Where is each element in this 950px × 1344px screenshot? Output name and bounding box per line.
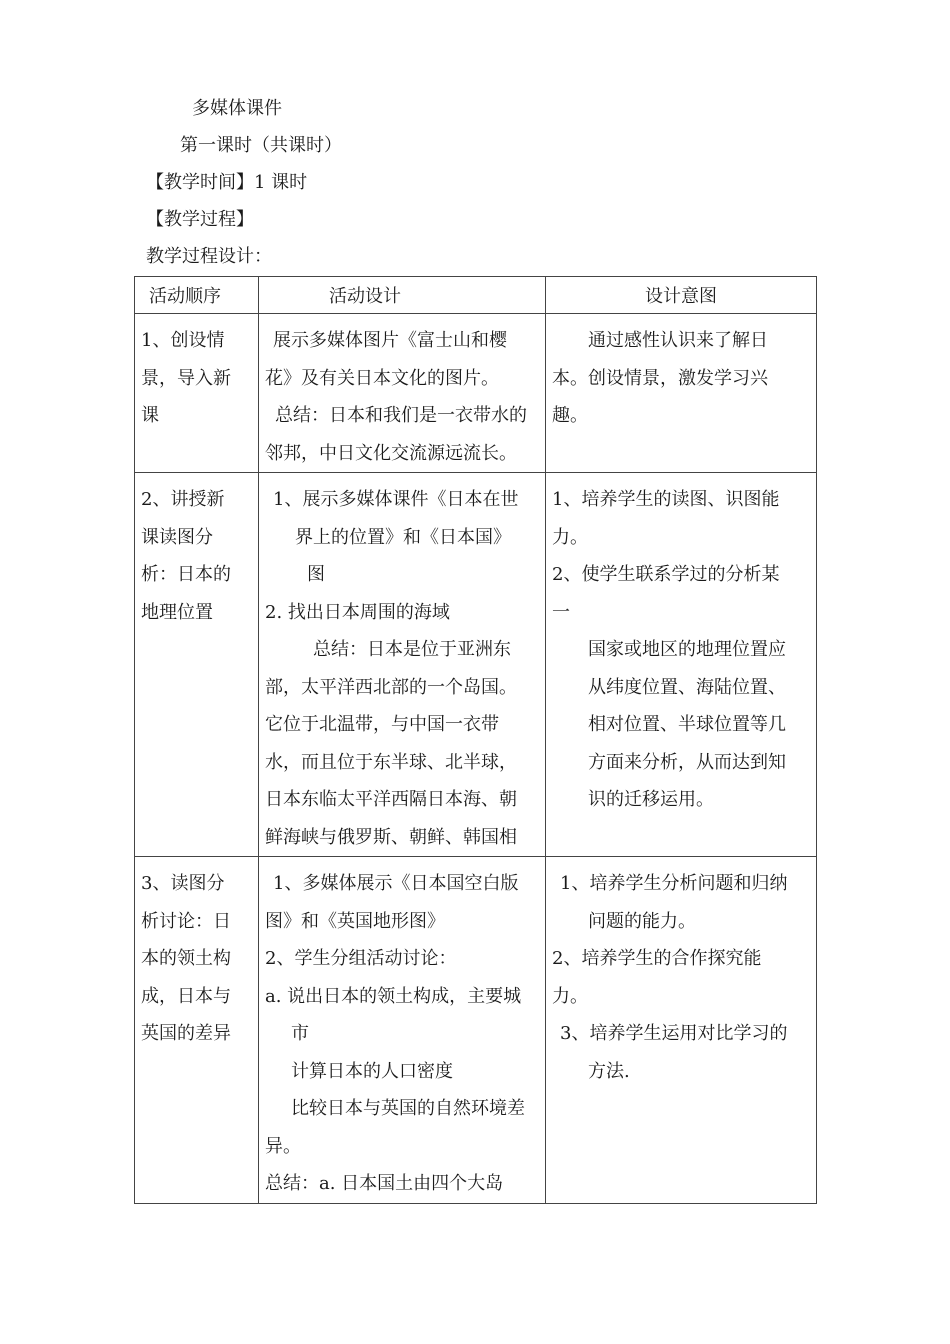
order-line: 地理位置 — [141, 601, 213, 623]
intent-line: 2、使学生联系学过的分析某 — [552, 564, 780, 585]
intent-cell — [546, 473, 817, 857]
design-line: 日本东临太平洋西隔日本海、朝 — [265, 789, 517, 810]
intent-line: 方法. — [588, 1060, 630, 1082]
order-line: 1、创设情 — [141, 330, 225, 351]
design-line: 邻邦，中日文化交流源远流长。 — [265, 442, 517, 464]
order-cell — [135, 857, 259, 1204]
intent-line: 问题的能力。 — [588, 910, 696, 932]
table-row — [135, 857, 817, 1204]
design-line: 2、学生分组活动讨论： — [265, 948, 457, 969]
design-cell — [259, 857, 546, 1204]
intent-line: 力。 — [552, 985, 588, 1007]
table-header-row — [135, 277, 817, 314]
design-line: 总结：日本和我们是一衣带水的 — [275, 405, 527, 426]
design-line: 1、展示多媒体课件《日本在世 — [273, 489, 519, 510]
design-line: 它位于北温带，与中国一衣带 — [265, 714, 499, 735]
design-line: 界上的位置》和《日本国》 — [295, 526, 511, 548]
intent-line: 力。 — [552, 526, 588, 548]
intent-line: 从纬度位置、海陆位置、 — [588, 676, 786, 698]
column-header-design: 活动设计 — [259, 277, 546, 314]
teaching-time: 【教学时间】1 课时 — [146, 172, 308, 193]
order-line: 景，导入新 — [141, 367, 231, 389]
intent-line: 国家或地区的地理位置应 — [588, 639, 786, 660]
intent-line: 1、培养学生分析问题和归纳 — [560, 873, 788, 894]
order-line: 课读图分 — [141, 526, 213, 548]
design-line: 图》和《英国地形图》 — [265, 910, 445, 932]
design-line: 计算日本的人口密度 — [291, 1060, 453, 1082]
design-cell — [259, 473, 546, 857]
order-line: 3、读图分 — [141, 873, 225, 894]
intent-line: 1、培养学生的读图、识图能 — [552, 489, 780, 510]
table-row — [135, 314, 817, 473]
intent-line: 相对位置、半球位置等几 — [588, 714, 786, 735]
intent-line: 趣。 — [552, 405, 588, 426]
order-line: 成，日本与 — [141, 985, 231, 1007]
design-line: 总结：a. 日本国土由四个大岛 — [265, 1173, 504, 1194]
intent-line: 通过感性认识来了解日 — [588, 330, 768, 351]
order-line: 本的领土构 — [141, 948, 231, 969]
order-line: 2、讲授新 — [141, 489, 225, 510]
intent-line: 方面来分析，从而达到知 — [588, 751, 786, 773]
order-line: 课 — [141, 405, 159, 426]
design-line: 水，而且位于东半球、北半球， — [265, 751, 517, 773]
intent-line: 3、培养学生运用对比学习的 — [560, 1023, 788, 1044]
design-line: 部，太平洋西北部的一个岛国。 — [265, 676, 517, 698]
order-line: 析：日本的 — [141, 564, 231, 585]
design-line: 1、多媒体展示《日本国空白版 — [273, 873, 519, 894]
design-line: 市 — [291, 1023, 309, 1044]
intent-cell — [546, 857, 817, 1204]
process-design-label: 教学过程设计： — [146, 246, 272, 267]
design-line: 异。 — [265, 1135, 301, 1157]
order-line: 析讨论：日 — [141, 910, 231, 932]
table-row — [135, 473, 817, 857]
lesson-plan-table — [134, 276, 817, 1204]
design-line: 鲜海峡与俄罗斯、朝鲜、韩国相 — [265, 826, 517, 848]
intent-line: 识的迁移运用。 — [588, 789, 714, 810]
order-cell — [135, 473, 259, 857]
intent-line: 本。创设情景，激发学习兴 — [552, 367, 768, 389]
design-cell — [259, 314, 546, 473]
column-header-order: 活动顺序 — [135, 277, 259, 314]
intent-cell — [546, 314, 817, 473]
teaching-process-heading: 【教学过程】 — [146, 209, 254, 230]
design-line: 比较日本与英国的自然环境差 — [291, 1098, 525, 1119]
design-line: a. 说出日本的领土构成，主要城 — [265, 985, 522, 1007]
intent-line: 一 — [552, 601, 570, 623]
doc-title: 多媒体课件 — [192, 98, 282, 119]
lesson-period: 第一课时（共课时） — [180, 135, 342, 156]
design-line: 展示多媒体图片《富士山和樱 — [273, 330, 507, 351]
column-header-intent: 设计意图 — [546, 277, 817, 314]
design-line: 总结：日本是位于亚洲东 — [313, 639, 511, 660]
intent-line: 2、培养学生的合作探究能 — [552, 948, 762, 969]
order-cell — [135, 314, 259, 473]
design-line: 2. 找出日本周围的海域 — [265, 601, 450, 623]
order-line: 英国的差异 — [141, 1023, 231, 1044]
design-line: 花》及有关日本文化的图片。 — [265, 367, 499, 389]
design-line: 图 — [307, 564, 325, 585]
